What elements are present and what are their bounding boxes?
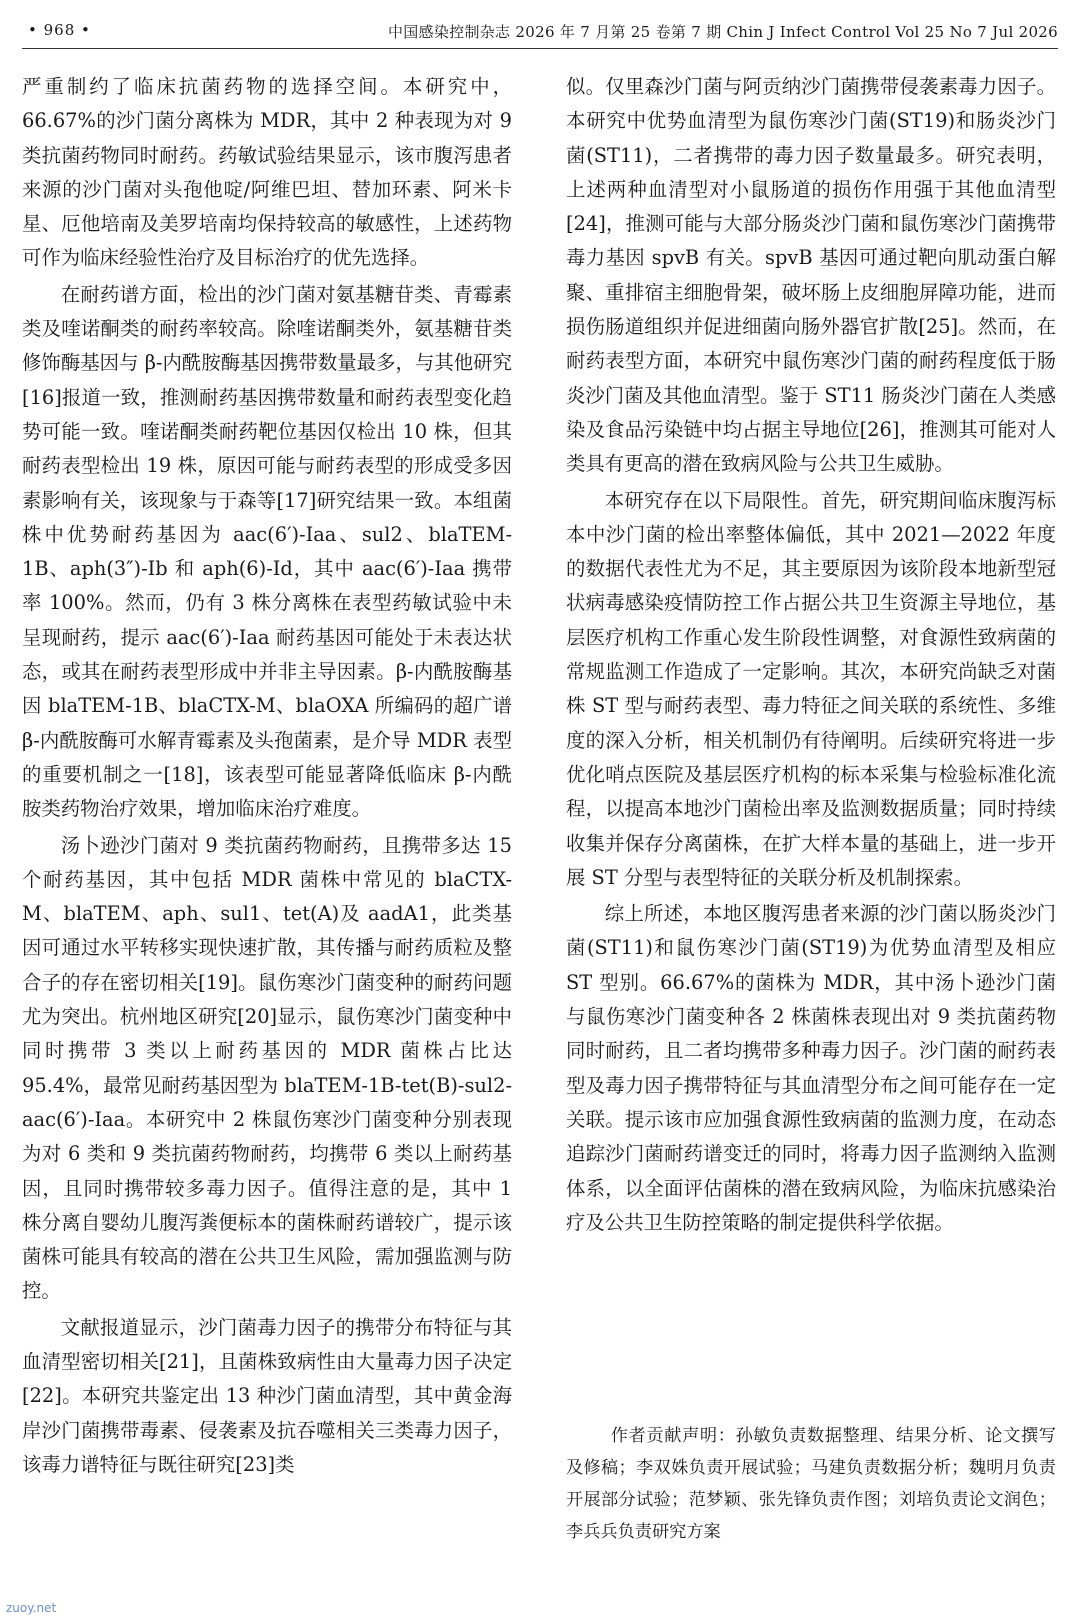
- journal-citation: 中国感染控制杂志 2026 年 7 月第 25 卷第 7 期 Chin J Infect Control Vol 25 No 7 Jul 2026: [387, 23, 1058, 41]
- paragraph: 汤卜逊沙门菌对 9 类抗菌药物耐药，且携带多达 15 个耐药基因，其中包括 MDR 菌株中常见的 blaCTX-M、blaTEM、aph、sul1、tet(A)及 aadA1，此类基因可通过水平转移实现快速扩散，其传播与耐药质粒及整合子的存在密切相关[19]。鼠伤寒沙门菌变种的耐药问题尤为突出。杭州地区研究[20]显示，鼠伤寒沙门菌变种中同时携带 3 类以上耐药基因的 MDR 菌株占比达 95.4%，最常见耐药基因型为 blaTEM-1B-tet(B)-sul2-aac(6′)-Iaa。本研究中 2 株鼠伤寒沙门菌变种分别表现为对 6 类和 9 类抗菌药物耐药，均携带 6 类以上耐药基因，且同时携带较多毒力因子。值得注意的是，其中 1 株分离自婴幼儿腹泻粪便标本的菌株耐药谱较广，提示该菌株可能具有较高的潜在公共卫生风险，需加强监测与防控。: [22, 833, 512, 1303]
- left-column: [22, 70, 512, 1482]
- right-column: [566, 70, 1056, 1240]
- paragraph: 本研究存在以下局限性。首先，研究期间临床腹泻标本中沙门菌的检出率整体偏低，其中 2021—2022 年度的数据代表性尤为不足，其主要原因为该阶段本地新型冠状病毒感染疫情防控工作占据公共卫生资源主导地位，基层医疗机构工作重心发生阶段性调整，对食源性致病菌的常规监测工作造成了一定影响。其次，本研究尚缺乏对菌株 ST 型与耐药表型、毒力特征之间关联的系统性、多维度的深入分析，相关机制仍有待阐明。后续研究将进一步优化哨点医院及基层医疗机构的标本采集与检验标准化流程，以提高本地沙门菌检出率及监测数据质量；同时持续收集并保存分离菌株，在扩大样本量的基础上，进一步开展 ST 分型与表型特征的关联分析及机制探索。: [566, 488, 1056, 889]
- paragraph: 严重制约了临床抗菌药物的选择空间。本研究中，66.67%的沙门菌分离株为 MDR，其中 2 种表现为对 9 类抗菌药物同时耐药。药敏试验结果显示，该市腹泻患者来源的沙门菌对头孢他啶/阿维巴坦、替加环素、阿米卡星、厄他培南及美罗培南均保持较高的敏感性，上述药物可作为临床经验性治疗及目标治疗的优先选择。: [22, 75, 512, 270]
- watermark: zuoy.net: [6, 1601, 57, 1615]
- paragraph: 综上所述，本地区腹泻患者来源的沙门菌以肠炎沙门菌(ST11)和鼠伤寒沙门菌(ST19)为优势血清型及相应 ST 型别。66.67%的菌株为 MDR，其中汤卜逊沙门菌与鼠伤寒沙门菌变种各 2 株菌株表现出对 9 类抗菌药物同时耐药，且二者均携带多种毒力因子。沙门菌的耐药表型及毒力因子携带特征与其血清型分布之间可能存在一定关联。提示该市应加强食源性致病菌的监测力度，在动态追踪沙门菌耐药谱变迁的同时，将毒力因子监测纳入监测体系，以全面评估菌株的潜在致病风险，为临床抗感染治疗及公共卫生防控策略的制定提供科学依据。: [566, 902, 1056, 1234]
- paragraph: 在耐药谱方面，检出的沙门菌对氨基糖苷类、青霉素类及喹诺酮类的耐药率较高。除喹诺酮类外，氨基糖苷类修饰酶基因与 β-内酰胺酶基因携带数量最多，与其他研究[16]报道一致，推测耐药基因携带数量和耐药表型变化趋势可能一致。喹诺酮类耐药靶位基因仅检出 10 株，但其耐药表型检出 19 株，原因可能与耐药表型的形成受多因素影响有关，该现象与于森等[17]研究结果一致。本组菌株中优势耐药基因为 aac(6′)-Iaa、sul2、blaTEM-1B、aph(3″)-Ib 和 aph(6)-Id，其中 aac(6′)-Iaa 携带率 100%。然而，仍有 3 株分离株在表型药敏试验中未呈现耐药，提示 aac(6′)-Iaa 耐药基因可能处于未表达状态，或其在耐药表型形成中并非主导因素。β-内酰胺酶基因 blaTEM-1B、blaCTX-M、blaOXA 所编码的超广谱 β-内酰胺酶可水解青霉素及头孢菌素，是介导 MDR 表型的重要机制之一[18]，该表型可能显著降低临床 β-内酰胺类药物治疗效果，增加临床治疗难度。: [22, 282, 512, 821]
- page-number: • 968 •: [28, 21, 91, 39]
- running-header: [22, 12, 1058, 49]
- author-contribution-statement: 作者贡献声明：孙敏负责数据整理、结果分析、论文撰写及修稿；李双姝负责开展试验；马建负责数据分析；魏明月负责开展部分试验；范梦颖、张先锋负责作图；刘培负责论文润色；李兵兵负责研究方案: [566, 1426, 1056, 1542]
- paragraph: 似。仅里森沙门菌与阿贡纳沙门菌携带侵袭素毒力因子。本研究中优势血清型为鼠伤寒沙门菌(ST19)和肠炎沙门菌(ST11)，二者携带的毒力因子数量最多。研究表明，上述两种血清型对小鼠肠道的损伤作用强于其他血清型[24]，推测可能与大部分肠炎沙门菌和鼠伤寒沙门菌携带毒力基因 spvB 有关。spvB 基因可通过靶向肌动蛋白解聚、重排宿主细胞骨架，破坏肠上皮细胞屏障功能，进而损伤肠道组织并促进细菌向肠外器官扩散[25]。然而，在耐药表型方面，本研究中鼠伤寒沙门菌的耐药程度低于肠炎沙门菌及其他血清型。鉴于 ST11 肠炎沙门菌在人类感染及食品污染链中均占据主导地位[26]，推测其可能对人类具有更高的潜在致病风险与公共卫生威胁。: [566, 75, 1056, 476]
- paragraph: 文献报道显示，沙门菌毒力因子的携带分布特征与其血清型密切相关[21]，且菌株致病性由大量毒力因子决定[22]。本研究共鉴定出 13 种沙门菌血清型，其中黄金海岸沙门菌携带毒素、侵袭素及抗吞噬相关三类毒力因子，该毒力谱特征与既往研究[23]类: [22, 1315, 512, 1476]
